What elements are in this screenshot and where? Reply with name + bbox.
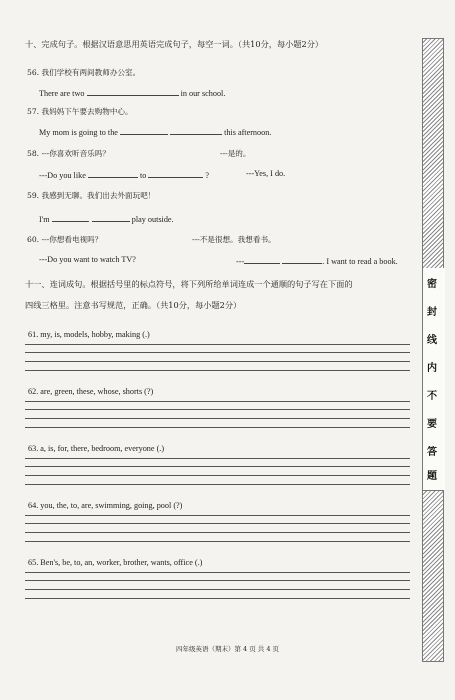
q62-writing-lines[interactable]: [25, 401, 410, 429]
section-10-title: 十、完成句子。根据汉语意思用英语完成句子，每空一词。（共10分，每小题2分）: [25, 39, 324, 49]
q56-english: [39, 88, 225, 98]
binding-margin-top: [422, 38, 444, 282]
binding-margin-bottom: [422, 490, 444, 662]
seal-char-2: 封: [427, 307, 437, 318]
q65-words: 65. Ben's, be, to, an, worker, brother, wants, office (.): [28, 558, 203, 567]
q56-blank[interactable]: [87, 88, 179, 96]
q56-text-a: There are two: [39, 89, 85, 98]
q60-blank-1[interactable]: [244, 256, 280, 264]
seal-char-4: 内: [427, 363, 437, 374]
q59-english: [39, 214, 174, 224]
q57-blank-1[interactable]: [120, 127, 168, 135]
q58-blank-2[interactable]: [148, 170, 203, 178]
seal-char-5: 不: [427, 391, 437, 402]
q58-english-answer: ---Yes, I do.: [246, 169, 286, 178]
q60-text-b: ---: [236, 257, 245, 266]
q59-text-a: I'm: [39, 215, 50, 224]
q60-blank-2[interactable]: [282, 256, 322, 264]
q57-blank-2[interactable]: [170, 127, 222, 135]
q59-chinese: 59. 我感到无聊。我们出去外面玩吧！: [27, 191, 156, 200]
q64-writing-lines[interactable]: [25, 515, 410, 543]
q63-words: 63. a, is, for, there, bedroom, everyone (.): [28, 444, 165, 453]
q61-words: 61. my, is, models, hobby, making (.): [28, 330, 150, 339]
q57-text-b: this afternoon.: [224, 128, 272, 137]
seal-char-1: 密: [427, 279, 437, 290]
q60-chinese-answer: ---不是很想。我想看书。: [192, 235, 276, 244]
q61-writing-lines[interactable]: [25, 344, 410, 372]
q58-blank-1[interactable]: [88, 170, 138, 178]
q58-text-c: ?: [205, 171, 210, 180]
section-11-title-line2: 四线三格里。注意书写规范，正确。（共10分，每小题2分）: [25, 300, 242, 310]
section-11-title-line1: 十一、连词成句。根据括号里的标点符号，将下列所给单词连成一个通顺的句子写在下面的: [25, 279, 353, 289]
q59-blank-2[interactable]: [92, 214, 130, 222]
q60-english: ---Do you want to watch TV?: [39, 255, 136, 264]
q63-writing-lines[interactable]: [25, 458, 410, 486]
q65-writing-lines[interactable]: [25, 572, 410, 600]
q58-chinese-answer: ---是的。: [220, 149, 251, 158]
q58-english: [39, 170, 209, 180]
q64-words: 64. you, the, to, are, swimming, going, pool (?): [28, 501, 183, 510]
q59-blank-1[interactable]: [52, 214, 88, 222]
q60-english-answer: [236, 256, 398, 266]
q59-text-c: play outside.: [131, 215, 174, 224]
seal-char-6: 要: [427, 419, 437, 430]
seal-char-8: 题: [427, 471, 437, 482]
q57-chinese: 57. 我妈妈下午要去购物中心。: [27, 107, 133, 116]
q56-chinese: 56. 我们学校有两间教师办公室。: [27, 68, 141, 77]
page-footer: 四年级英语（期末）第 4 页 共 4 页: [175, 645, 280, 653]
q59-text-b: .: [87, 215, 90, 224]
q57-text-a: My mom is going to the: [39, 128, 118, 137]
q58-text-b: to: [139, 171, 147, 180]
q60-text-c: . I want to read a book.: [322, 257, 398, 266]
seal-char-7: 答: [427, 447, 437, 458]
q62-words: 62. are, green, these, whose, shorts (?): [28, 387, 154, 396]
q58-text-a: ---Do you like: [39, 171, 86, 180]
q60-chinese: 60. ---你想看电视吗？: [27, 235, 103, 244]
q56-text-b: in our school.: [180, 89, 226, 98]
seal-char-3: 线: [427, 335, 437, 346]
q57-english: [39, 127, 271, 137]
q58-chinese: 58. ---你喜欢听音乐吗？: [27, 149, 110, 158]
